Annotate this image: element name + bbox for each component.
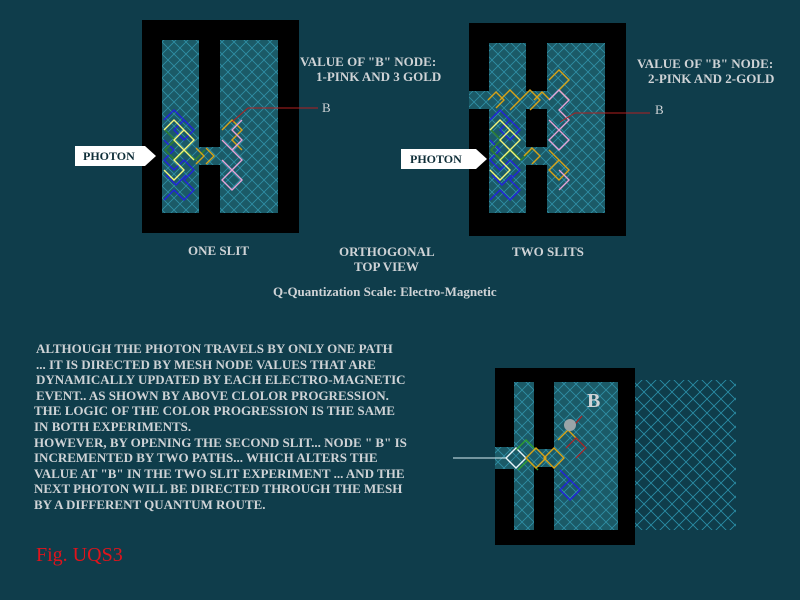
right-photon-label: PHOTON bbox=[410, 152, 462, 166]
explanation-line: VALUE AT "B" IN THE TWO SLIT EXPERIMENT ... AND THE bbox=[34, 465, 405, 481]
left-node-b-label: B bbox=[322, 100, 331, 115]
view-label-line1: ORTHOGONAL bbox=[339, 244, 435, 259]
left-node-value-subtitle: 1-PINK AND 3 GOLD bbox=[316, 69, 442, 84]
explanation-line: BY A DIFFERENT QUANTUM ROUTE. bbox=[34, 496, 266, 512]
detail-outer-mesh bbox=[632, 380, 736, 530]
one-slit-apparatus bbox=[75, 20, 318, 233]
explanation-line: INCREMENTED BY TWO PATHS... WHICH ALTERS THE bbox=[34, 450, 378, 466]
right-node-b-label: B bbox=[655, 102, 664, 117]
explanation-line: NEXT PHOTON WILL BE DIRECTED THROUGH THE MESH bbox=[34, 481, 403, 497]
one-slit-caption: ONE SLIT bbox=[188, 243, 250, 258]
detail-right-chamber bbox=[554, 382, 618, 530]
view-label-line2: TOP VIEW bbox=[354, 259, 419, 274]
explanation-line: DYNAMICALLY UPDATED BY EACH ELECTRO-MAGNETIC bbox=[36, 372, 406, 388]
explanation-line: ... IT IS DIRECTED BY MESH NODE VALUES THAT ARE bbox=[36, 356, 376, 372]
left-node-value-title: VALUE OF "B" NODE: bbox=[300, 54, 437, 69]
one-slit-opening bbox=[199, 147, 220, 165]
detail-node-b-label: B bbox=[587, 390, 601, 412]
explanation-line: EVENT.. AS SHOWN BY ABOVE CLOLOR PROGRESSION. bbox=[36, 387, 389, 403]
explanation-line: ALTHOUGH THE PHOTON TRAVELS BY ONLY ONE PATH bbox=[36, 341, 393, 356]
right-node-value-title: VALUE OF "B" NODE: bbox=[637, 56, 774, 71]
explanation-line: THE LOGIC OF THE COLOR PROGRESSION IS THE SAME bbox=[34, 403, 395, 419]
explanation-paragraph bbox=[34, 341, 407, 513]
quantization-scale-label: Q-Quantization Scale: Electro-Magnetic bbox=[273, 284, 497, 299]
explanation-line: IN BOTH EXPERIMENTS. bbox=[34, 418, 192, 434]
figure-label: Fig. UQS3 bbox=[36, 544, 123, 566]
detail-node-b-marker bbox=[564, 419, 576, 431]
right-node-value-subtitle: 2-PINK AND 2-GOLD bbox=[648, 71, 775, 86]
two-slit-opening-bottom bbox=[526, 147, 547, 165]
two-slit-outer-opening bbox=[469, 91, 489, 109]
two-slits-apparatus bbox=[401, 23, 650, 236]
two-slit-right-chamber bbox=[547, 43, 605, 213]
explanation-line: HOWEVER, BY OPENING THE SECOND SLIT... NODE " B" IS bbox=[34, 434, 407, 450]
two-slits-caption: TWO SLITS bbox=[512, 244, 584, 259]
left-photon-label: PHOTON bbox=[83, 149, 135, 163]
